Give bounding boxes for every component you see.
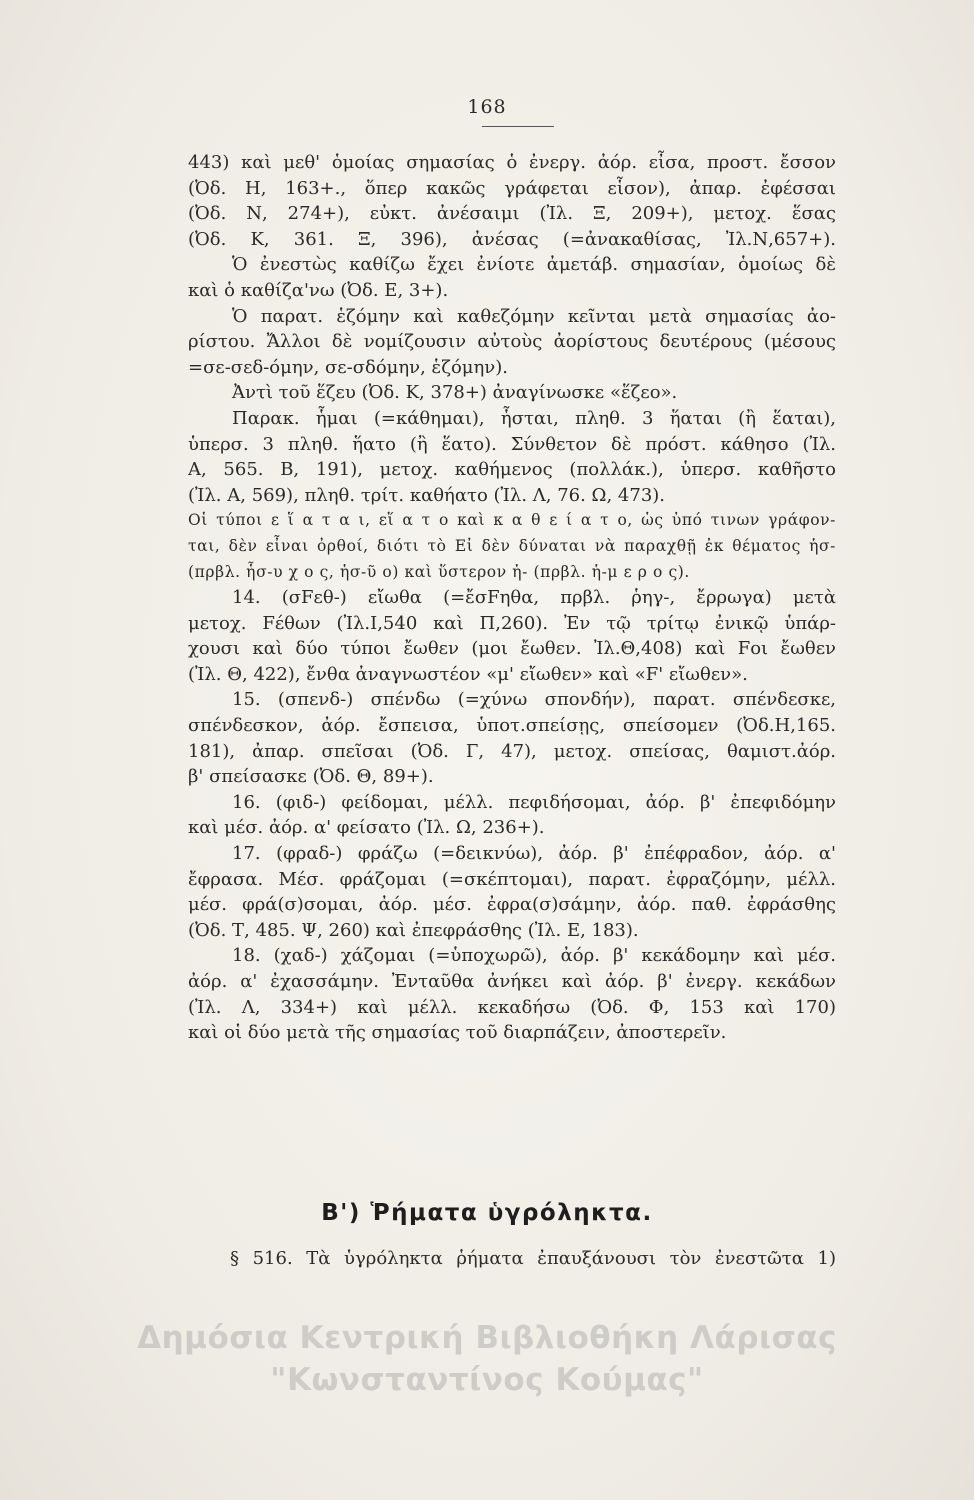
text-line-11: Παρακ. ἧμαι (=κάθημαι), ἧσται, πληθ. 3 ἥαται (ἢ ἕαται),: [232, 407, 836, 429]
text-line-17: (πρβλ. ἧσ-υ χ ο ς, ἡσ-ῦ ο) καὶ ὕστερον ἡ- (πρβλ. ἡ-μ ε ρ ο ς).: [188, 562, 690, 581]
text-line-1: 443) καὶ μεθ' ὁμοίας σημασίας ὁ ἐνεργ. ἀόρ. εἶσα, προστ. ἔσσον: [188, 152, 836, 173]
text-line-9: =σε-σεδ-όμην, σε-σδόμην, ἑζόμην).: [188, 356, 508, 378]
text-line-21: (Ἰλ. Θ, 422), ἔνθα ἀναγνωστέον «μ' εἴωθεν» καὶ «F' εἴωθεν».: [188, 663, 748, 685]
text-line-7: Ὁ παρατ. ἑζόμην καὶ καθεζόμην κεῖνται μετὰ σημασίας ἀο-: [232, 305, 836, 327]
text-line-32: 18. (χαδ-) χάζομαι (=ὑποχωρῶ), ἀόρ. β' κεκάδομην καὶ μέσ.: [232, 945, 836, 967]
text-line-6: καὶ ὁ καθίζα'νω (Ὀδ. Ε, 3+).: [188, 279, 449, 301]
text-line-29: ἔφρασα. Μέσ. φράζομαι (=σκέπτομαι), παρατ. ἐφραζόμην, μέλλ.: [188, 868, 836, 890]
text-line-23: σπένδεσκον, ἀόρ. ἔσπεισα, ὑποτ.σπείσῃς, σπείσομεν (Ὀδ.Η,165.: [188, 715, 836, 737]
text-line-5: Ὁ ἐνεστὼς καθίζω ἔχει ἐνίοτε ἀμετάβ. σημασίαν, ὁμοίως δὲ: [232, 254, 836, 276]
paragraph-516: § 516. Τὰ ὑγρόληκτα ῥήματα ἐπαυξάνουσι τὸν ἐνεστῶτα 1): [230, 1248, 836, 1269]
text-line-20: χουσι καὶ δύο τύποι ἔωθεν (μοι ἔωθεν. Ἰλ.Θ,408) καὶ Fοι ἔωθεν: [188, 638, 836, 660]
page-number: 168: [467, 96, 507, 118]
text-line-4: (Ὀδ. Κ, 361. Ξ, 396), ἀνέσας (=ἀνακαθίσας, Ἰλ.Ν,657+).: [188, 228, 836, 250]
text-line-15: Οἱ τύποι ε ἵ α τ α ι, εἵ α τ ο καὶ κ α θ ε ί α τ ο, ὡς ὑπό τινων γράφον-: [188, 511, 836, 530]
text-line-30: μέσ. φρά(σ)σομαι, ἀόρ. μέσ. ἐφρα(σ)σάμην, ἀόρ. παθ. ἐφράσθης: [188, 894, 836, 916]
text-line-28: 17. (φραδ-) φράζω (=δεικνύω), ἀόρ. β' ἐπέφραδον, ἀόρ. α': [232, 843, 836, 865]
text-line-14: (Ἰλ. Α, 569), πληθ. τρίτ. καθήατο (Ἰλ. Λ, 76. Ω, 473).: [188, 484, 666, 506]
text-line-27: καὶ μέσ. ἀόρ. α' φείσατο (Ἰλ. Ω, 236+).: [188, 817, 545, 839]
text-line-16: ται, δὲν εἶναι ὀρθοί, διότι τὸ Εἰ δὲν δύναται νὰ παραχθῇ ἐκ θέματος ἡσ-: [188, 536, 836, 555]
text-line-22: 15. (σπενδ-) σπένδω (=χύνω σπονδήν), παρατ. σπένδεσκε,: [232, 689, 836, 711]
text-line-18: 14. (σFεθ-) εἴωθα (=ἔσFηθα, πρβλ. ῥηγ-, ἔρρωγα) μετὰ: [232, 587, 836, 609]
text-line-19: μετοχ. Fέθων (Ἰλ.Ι,540 καὶ Π,260). Ἐν τῷ τρίτῳ ἐνικῷ ὑπάρ-: [188, 612, 836, 634]
library-watermark-line-2: "Κωνσταντίνος Κούμας": [270, 1362, 704, 1398]
library-watermark-line-1: Δημόσια Κεντρική Βιβλιοθήκη Λάρισας: [137, 1320, 837, 1356]
text-line-31: (Ὀδ. Τ, 485. Ψ, 260) καὶ ἐπεφράσθης (Ἰλ. Ε, 183).: [188, 919, 639, 941]
text-line-2: (Ὀδ. Η, 163+., ὅπερ κακῶς γράφεται εἷσον), ἀπαρ. ἐφέσσαι: [188, 177, 836, 199]
text-line-12: ὑπερσ. 3 πληθ. ἥατο (ἢ ἕατο). Σύνθετον δὲ πρόστ. κάθησο (Ἰλ.: [188, 433, 836, 455]
text-line-10: Ἀντὶ τοῦ ἕζευ (Ὀδ. Κ, 378+) ἀναγίνωσκε «ἕζεο».: [232, 382, 678, 404]
text-line-35: καὶ οἱ δύο μετὰ τῆς σημασίας τοῦ διαρπάζειν, ἀποστερεῖν.: [188, 1022, 727, 1044]
page-number-rule: [482, 126, 554, 127]
text-line-8: ρίστου. Ἄλλοι δὲ νομίζουσιν αὐτοὺς ἀορίστους δευτέρους (μέσους: [188, 331, 836, 353]
text-line-25: β' σπείσασκε (Ὀδ. Θ, 89+).: [188, 766, 434, 788]
text-line-34: (Ἰλ. Λ, 334+) καὶ μέλλ. κεκαδήσω (Ὀδ. Φ, 153 καὶ 170): [188, 996, 836, 1018]
text-line-33: ἀόρ. α' ἐχασσάμην. Ἐνταῦθα ἀνήκει καὶ ἀόρ. β' ἐνεργ. κεκάδων: [188, 971, 836, 992]
text-line-3: (Ὀδ. Ν, 274+), εὐκτ. ἀνέσαιμι (Ἰλ. Ξ, 209+), μετοχ. ἕσας: [188, 203, 836, 225]
text-line-13: Α, 565. Β, 191), μετοχ. καθήμενος (πολλάκ.), ὑπερσ. καθῆστο: [188, 459, 836, 481]
text-line-26: 16. (φιδ-) φείδομαι, μέλλ. πεφιδήσομαι, ἀόρ. β' ἐπεφιδόμην: [232, 791, 836, 813]
section-heading: Β') Ῥήματα ὑγρόληκτα.: [321, 1200, 653, 1226]
body-text: [188, 150, 836, 1046]
text-line-24: 181), ἀπαρ. σπεῖσαι (Ὀδ. Γ, 47), μετοχ. σπείσας, θαμιστ.ἀόρ.: [188, 740, 836, 762]
